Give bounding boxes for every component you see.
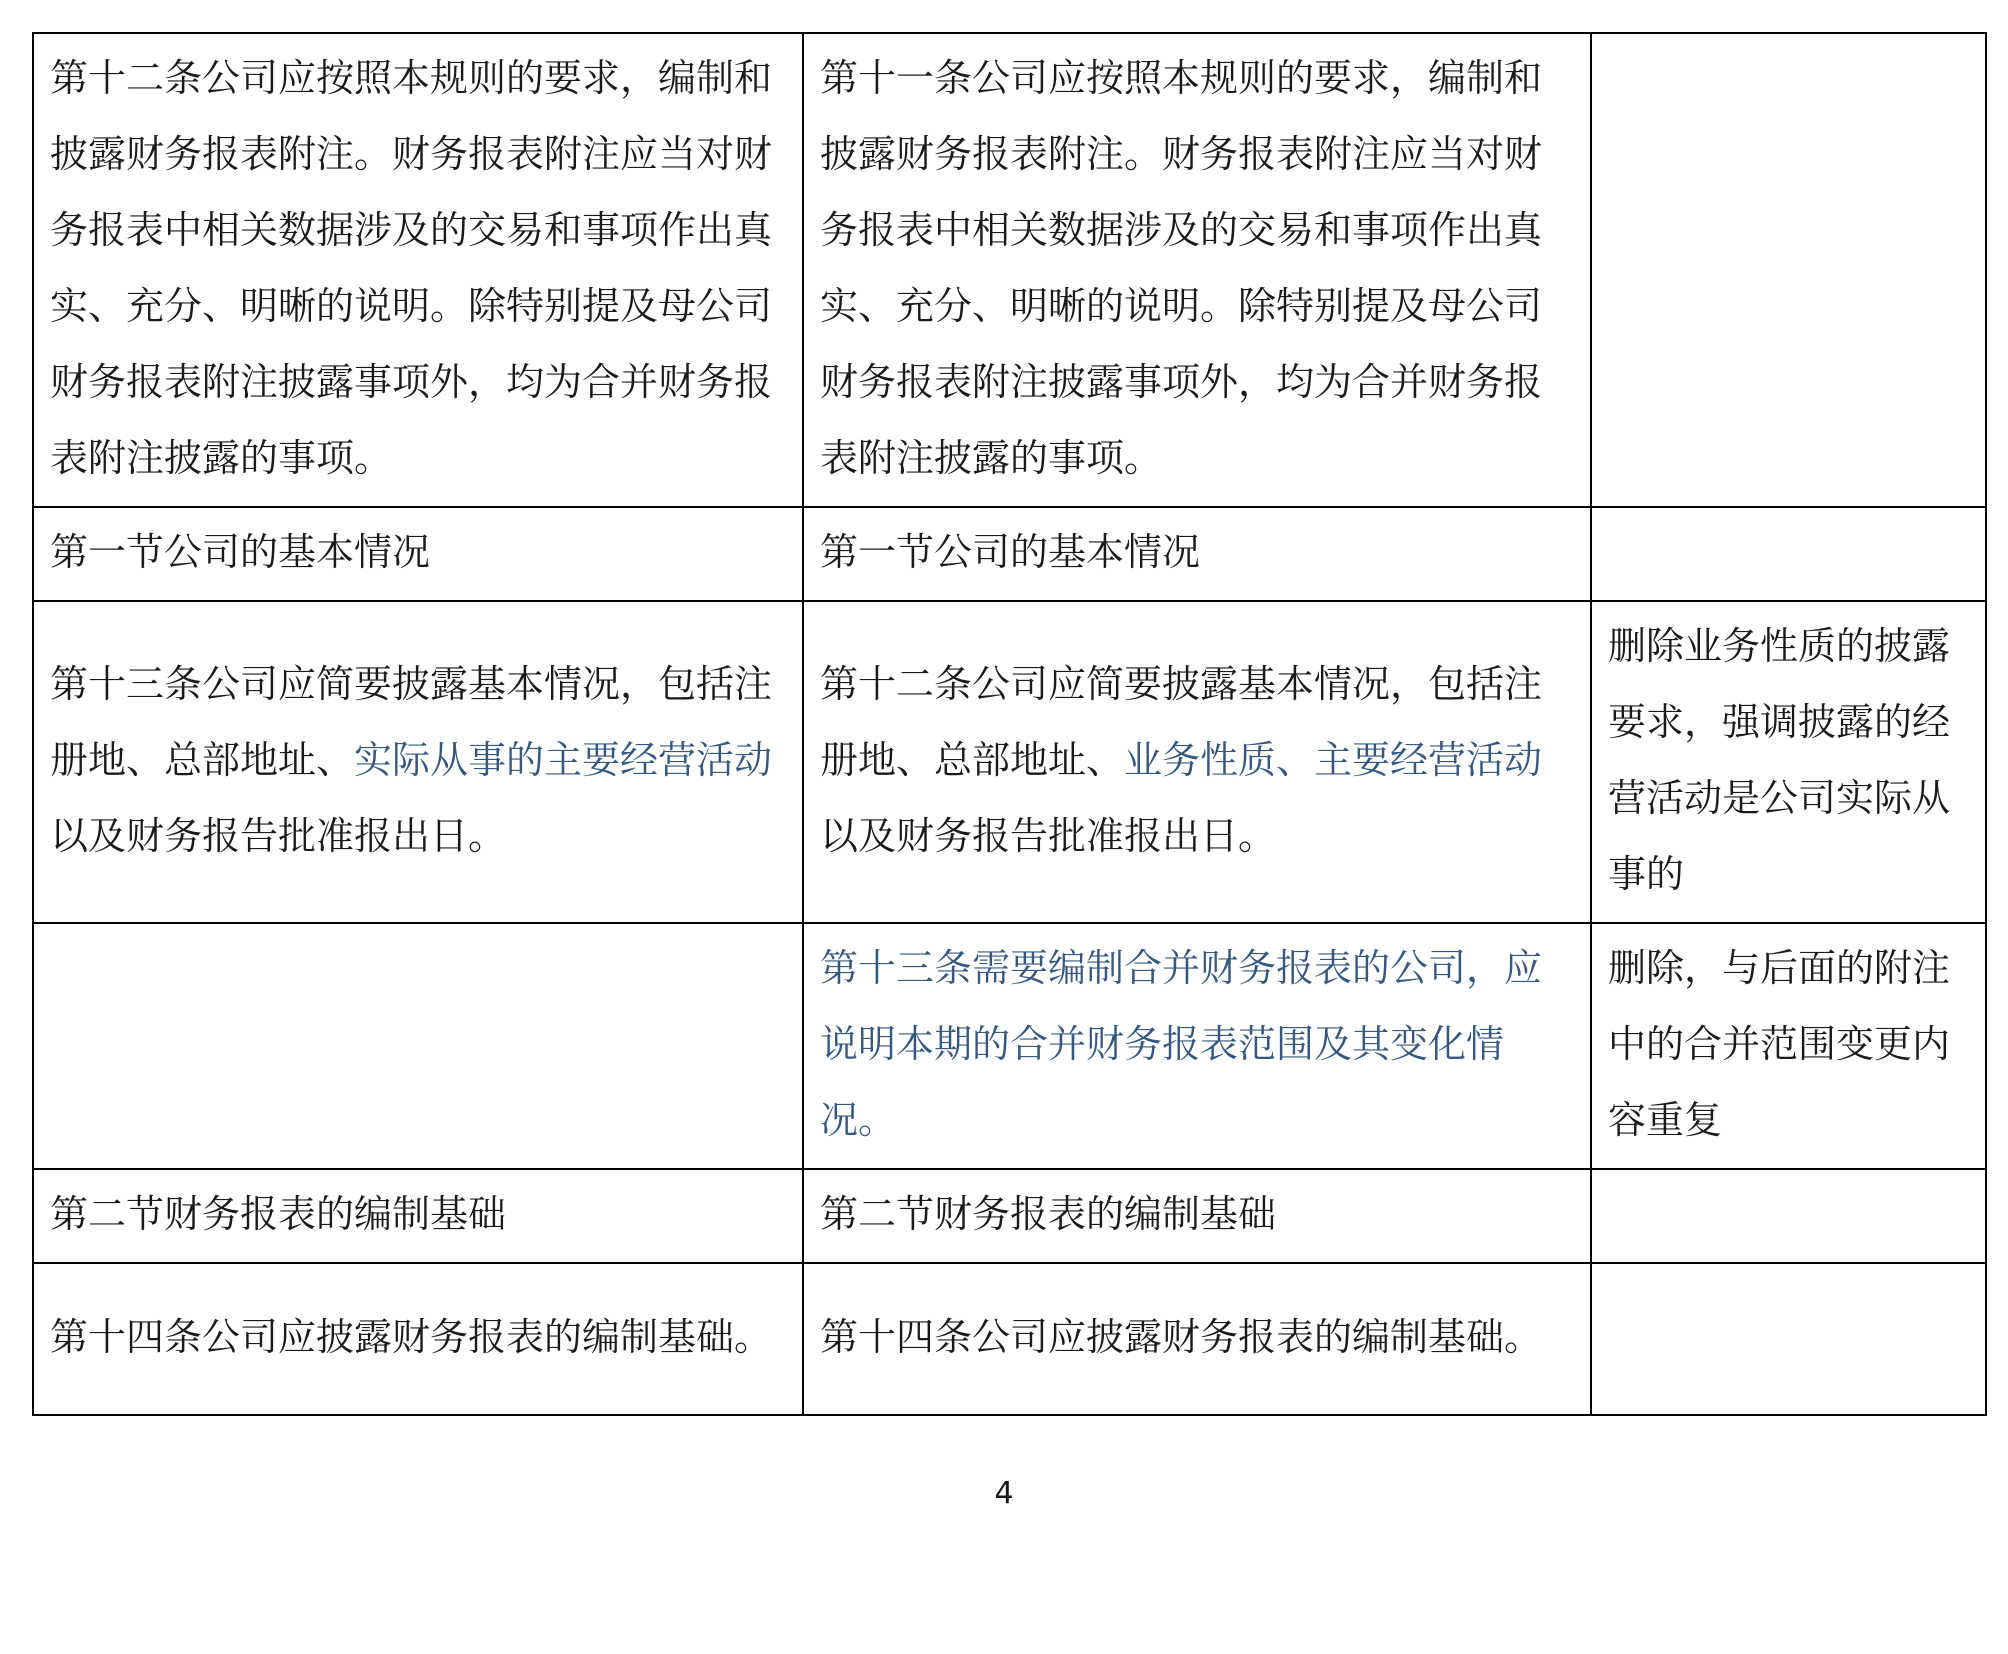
remark-cell <box>1591 33 1986 507</box>
new-rule-cell: 第十二条公司应按照本规则的要求，编制和披露财务报表附注。财务报表附注应当对财务报表中相关数据涉及的交易和事项作出真实、充分、明晰的说明。除特别提及母公司财务报表附注披露事项外，均为合并财务报表附注披露的事项。 <box>33 33 803 507</box>
table-row <box>33 33 1986 507</box>
remark-cell: 删除业务性质的披露要求，强调披露的经营活动是公司实际从事的 <box>1591 601 1986 923</box>
new-rule-cell: 第十四条公司应披露财务报表的编制基础。 <box>33 1263 803 1415</box>
table-row <box>33 923 1986 1169</box>
old-rule-cell: 第一节公司的基本情况 <box>803 507 1591 601</box>
table-row <box>33 1263 1986 1415</box>
remark-cell: 删除，与后面的附注中的合并范围变更内容重复 <box>1591 923 1986 1169</box>
highlighted-text: 实际从事的主要经营活动 <box>354 738 773 782</box>
cell-text: 第十三条公司应简要披露基本情况，包括注册地、总部地址、 <box>50 662 773 782</box>
highlighted-text: 业务性质、主要经营活动 <box>1124 738 1543 782</box>
remark-cell <box>1591 507 1986 601</box>
cell-text: 第十二条公司应简要披露基本情况，包括注册地、总部地址、 <box>820 662 1543 782</box>
table-row <box>33 507 1986 601</box>
page-number: 4 <box>994 1476 1014 1511</box>
old-rule-cell: 第十四条公司应披露财务报表的编制基础。 <box>803 1263 1591 1415</box>
new-rule-cell <box>33 923 803 1169</box>
table-row <box>33 1169 1986 1263</box>
old-rule-cell <box>803 601 1591 923</box>
remark-cell <box>1591 1263 1986 1415</box>
highlighted-text: 第十三条需要编制合并财务报表的公司，应说明本期的合并财务报表范围及其变化情况。 <box>820 946 1543 1142</box>
new-rule-cell: 第二节财务报表的编制基础 <box>33 1169 803 1263</box>
old-rule-cell: 第十一条公司应按照本规则的要求，编制和披露财务报表附注。财务报表附注应当对财务报表中相关数据涉及的交易和事项作出真实、充分、明晰的说明。除特别提及母公司财务报表附注披露事项外，均为合并财务报表附注披露的事项。 <box>803 33 1591 507</box>
new-rule-cell <box>33 601 803 923</box>
new-rule-cell: 第一节公司的基本情况 <box>33 507 803 601</box>
cell-text: 以及财务报告批准报出日。 <box>50 814 507 858</box>
remark-cell <box>1591 1169 1986 1263</box>
old-rule-cell <box>803 923 1591 1169</box>
cell-text: 以及财务报告批准报出日。 <box>820 814 1277 858</box>
table-row <box>33 601 1986 923</box>
comparison-table <box>32 32 1987 1416</box>
old-rule-cell: 第二节财务报表的编制基础 <box>803 1169 1591 1263</box>
